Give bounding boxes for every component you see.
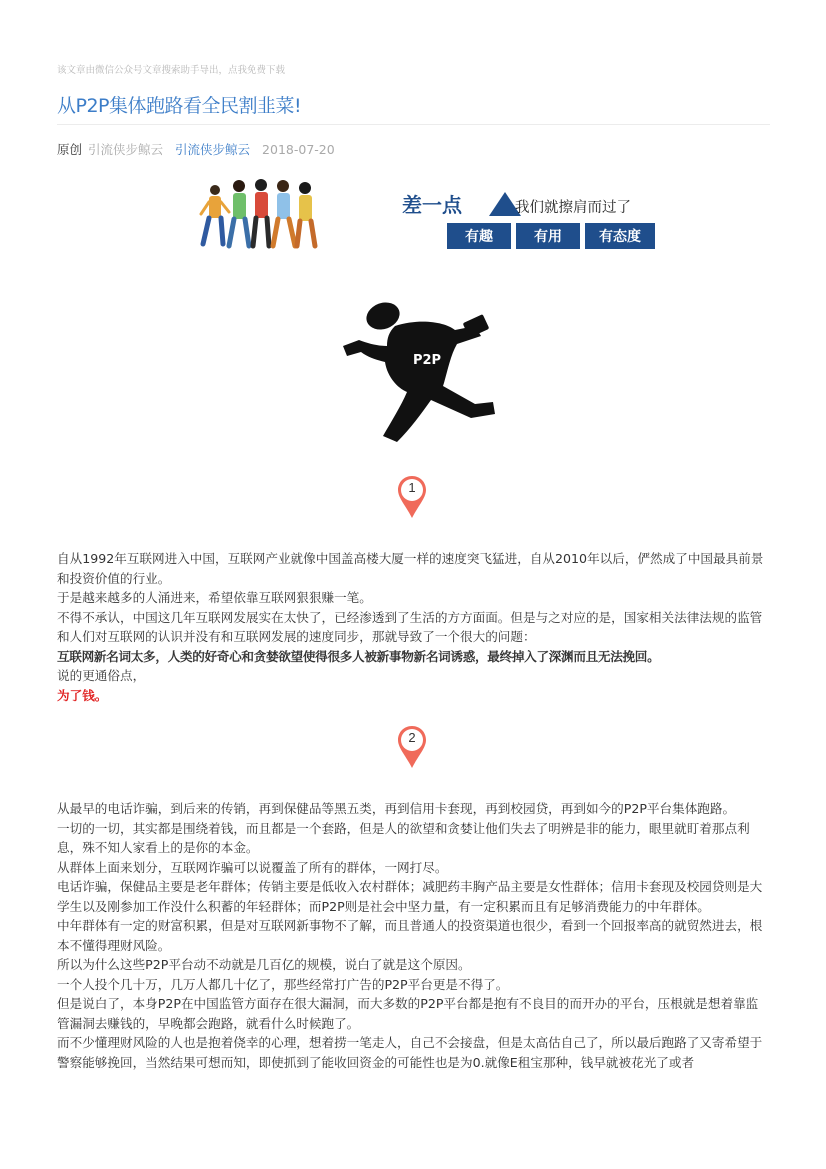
runner-silhouette-image — [325, 296, 525, 446]
slogan-big: 差一点 — [402, 193, 462, 217]
paragraph: 一切的一切，其实都是围绕着钱，而且都是一个套路，但是人的欲望和贪婪让他们失去了明辨是非的能力，眼里就盯着那点利息，殊不知人家看上的是你的本金。 — [57, 820, 750, 855]
paragraph: 而不少懂理财风险的人也是抱着侥幸的心理，想着捞一笔走人，自己不会接盘，但是太高估自己了，所以最后跑路了又寄希望于警察能够挽回，当然结果可想而知，即使抓到了能收回资金的可能性也是为0.就像E租宝那种，钱早就被花光了或者 — [57, 1035, 763, 1070]
paragraph: 从最早的电话诈骗，到后来的传销，再到保健品等黑五类，再到信用卡套现，再到校园贷，再到如今的P2P平台集体跑路。 — [57, 801, 736, 816]
paragraph: 于是越来越多的人涌进来，希望依靠互联网狠狠赚一笔。 — [57, 590, 372, 605]
paragraph: 自从1992年互联网进入中国，互联网产业就像中国盖高楼大厦一样的速度突飞猛进，自从2010年以后，俨然成了中国最具前景和投资价值的行业。 — [57, 551, 764, 586]
section-marker-1 — [396, 474, 432, 522]
marker-number: 1 — [408, 480, 416, 495]
paragraph: 从群体上面来划分，互联网诈骗可以说覆盖了所有的群体，一网打尽。 — [57, 859, 448, 875]
people-illustration — [201, 179, 315, 246]
paragraph: 说的更通俗点， — [57, 668, 146, 683]
paragraph-highlight: 为了钱。 — [57, 687, 108, 703]
section-2-text — [57, 799, 770, 1072]
publish-date: 2018-07-20 — [262, 142, 335, 157]
article-title: 从P2P集体跑路看全民割韭菜! — [57, 95, 302, 117]
paragraph: 所以为什么这些P2P平台动不动就是几百亿的规模，说白了就是这个原因。 — [57, 957, 471, 972]
author-name: 引流侠步鲸云 — [88, 142, 164, 157]
paragraph: 一个人投个几十万，几万人都几十亿了，那些经常打广告的P2P平台更是不得了。 — [57, 976, 509, 992]
slogan-block — [402, 192, 655, 249]
tag-1: 有趣 — [465, 229, 493, 245]
export-notice-link[interactable]: 该文章由微信公众号文章搜索助手导出，点我免费下载 — [57, 65, 286, 76]
section-1-text — [57, 549, 770, 705]
section-marker-2 — [396, 724, 432, 772]
paragraph: 中年群体有一定的财富积累，但是对互联网新事物不了解，而且普通人的投资渠道也很少，看到一个回报率高的就贸然进去，根本不懂得理财风险。 — [57, 918, 763, 953]
original-label: 原创 — [57, 142, 83, 157]
marker-number: 2 — [408, 730, 416, 745]
banner-image — [197, 178, 641, 258]
title-divider — [57, 124, 770, 125]
runner-label: P2P — [412, 353, 442, 368]
tag-3: 有态度 — [599, 229, 641, 245]
paragraph: 不得不承认，中国这几年互联网发展实在太快了，已经渗透到了生活的方方面面。但是与之对应的是，国家相关法律法规的监管和人们对互联网的认识并没有和互联网发展的速度同步，那就导致了一个很大的问题： — [57, 609, 763, 644]
slogan-rest: 我们就擦肩而过了 — [515, 200, 631, 216]
paragraph-bold: 互联网新名词太多，人类的好奇心和贪婪欲望使得很多人被新事物新名词诱惑，最终掉入了深渊而且无法挽回。 — [57, 648, 660, 664]
article-meta — [57, 140, 335, 158]
account-link[interactable]: 引流侠步鲸云 — [175, 142, 251, 157]
paragraph: 但是说白了，本身P2P在中国监管方面存在很大漏洞，而大多数的P2P平台都是抱有不良目的而开办的平台，压根就是想着靠监管漏洞去赚钱的，早晚都会跑路，就看什么时候跑了。 — [57, 996, 759, 1031]
paragraph: 电话诈骗，保健品主要是老年群体；传销主要是低收入农村群体；减肥药丰胸产品主要是女性群体；信用卡套现及校园贷则是大学生以及刚参加工作没什么积蓄的年轻群体；而P2P则是社会中坚力量，有一定积累而且有足够消费能力的中年群体。 — [57, 879, 763, 914]
tag-2: 有用 — [534, 229, 562, 245]
